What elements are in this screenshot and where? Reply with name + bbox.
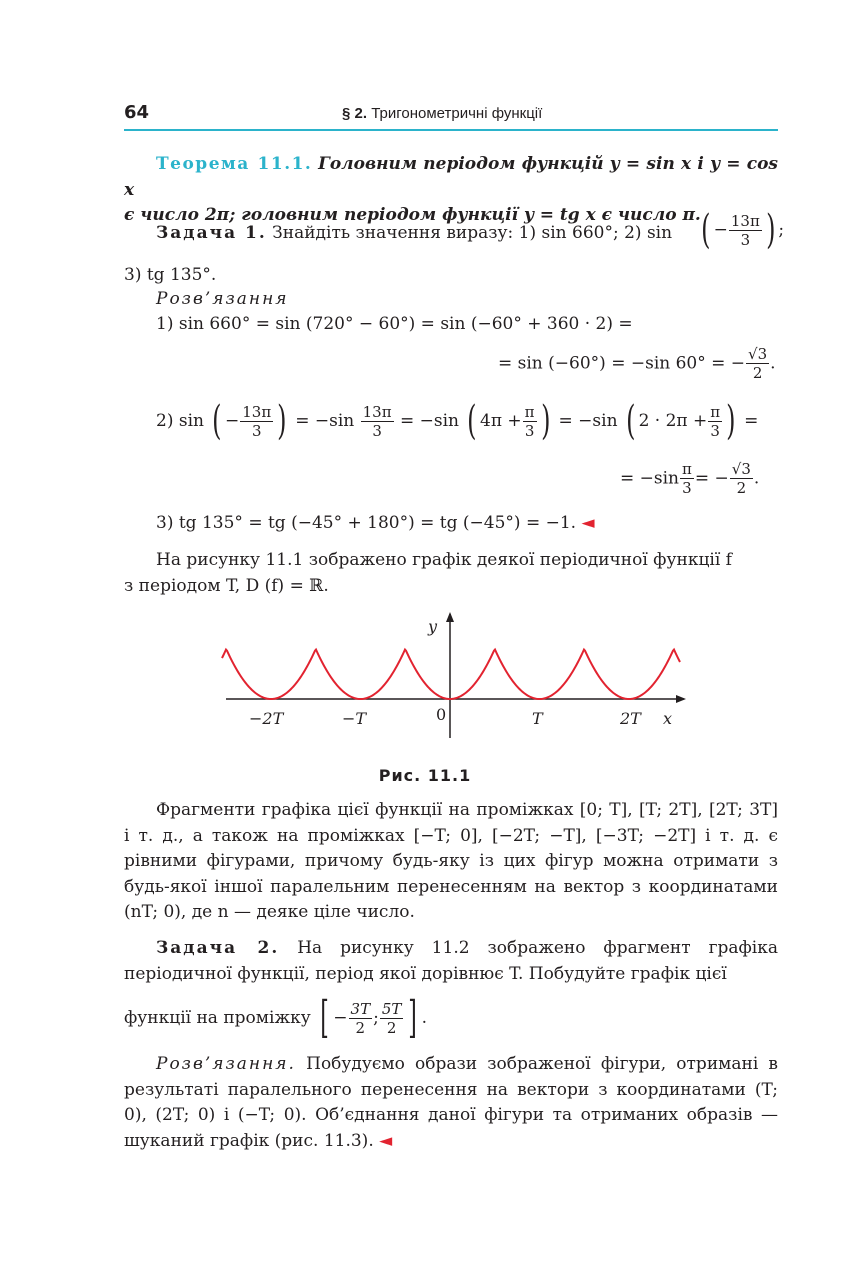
frac-numerator: 13π — [362, 402, 392, 421]
step3-text: 3) tg 135° = tg (−45° + 180°) = tg (−45°) = −1. — [156, 513, 577, 533]
running-header — [342, 105, 542, 122]
frac-denominator: 2 — [386, 1018, 397, 1037]
frac-numerator: 5T — [381, 999, 402, 1018]
frac-denominator: 3 — [524, 421, 535, 440]
task2-label: Задача 2. — [156, 938, 280, 958]
step2-pre: 2) sin — [156, 411, 204, 431]
periodic-function-curve — [222, 650, 680, 699]
interval-minus: − — [333, 1008, 348, 1028]
task2-tail: . — [421, 1008, 427, 1028]
solution1-step1-line1: 1) sin 660° = sin (720° − 60°) = sin (−60° + 360 · 2) = — [156, 314, 633, 334]
tick-label-T: T — [532, 709, 543, 728]
frac-denominator: 3 — [710, 421, 720, 440]
frac-numerator: 3T — [350, 999, 371, 1018]
frac-denominator: 3 — [682, 479, 692, 497]
task2-line3: функції на проміжку — [124, 1008, 311, 1028]
step2-l2-mid: = − — [694, 468, 729, 489]
frac-denominator: 2 — [752, 364, 763, 382]
frac-denominator: 3 — [740, 230, 751, 249]
theorem-line1: Головним періодом функцій y = sin x і y = cos x — [124, 154, 778, 200]
solution2-label: Розв’язання. — [156, 1054, 296, 1074]
frac-numerator: 13π — [242, 402, 272, 421]
paren-left: ( — [701, 207, 711, 253]
frac-denominator: 3 — [251, 421, 262, 440]
step2-end: = — [744, 411, 759, 431]
page-number: 64 — [124, 102, 150, 123]
theorem-line2: є число 2π; головним періодом функції y = tg x є число π. — [124, 205, 701, 225]
interval-separator: ; — [373, 1008, 379, 1028]
task1-line2: 3) tg 135°. — [124, 265, 217, 285]
step1-fraction — [746, 345, 769, 382]
step2-inner2: 2 · 2π + — [638, 411, 708, 431]
task2-text: На рисунку 11.2 зображено фрагмент графіка періодичної функції, період якої дорівнює T. Побудуйте графік цієї — [124, 938, 778, 984]
header-rule — [124, 129, 778, 131]
graph-intro — [124, 548, 778, 599]
graph-intro-line1: На рисунку 11.1 зображено графік деякої періодичної функції f — [156, 550, 732, 570]
tick-label-minus-T: −T — [342, 709, 367, 728]
task1-tail: ; — [778, 220, 785, 240]
task2-interval-line: функції на проміжку [ − $\frac{3T}{2}$ ; $\frac{5T}{2}$ ] . — [124, 992, 427, 1043]
fragments-paragraph: Фрагменти графіка цієї функції на проміжках [0; T], [T; 2T], [2T; 3T] і т. д., а також на проміжках [−T; 0], [−2T; −T], [−3T; −2T] і т. д. є рівними фігурами, причому будь-яку із цих фігур можна отримати з будь-якої іншої паралельним перенесенням на вектор з координатами (nT; 0), де n — деяке ціле число. — [124, 800, 778, 922]
tick-label-2T: 2T — [620, 709, 641, 728]
frac-numerator: π — [524, 402, 535, 421]
task2-block — [124, 936, 778, 987]
solution1-step2-line2: = −sin $\frac{\pi}{3}$ = − $\frac{√3}{2}$ . — [620, 460, 760, 497]
frac-numerator: √3 — [731, 460, 751, 478]
solution2-text: Побудуємо образи зображеної фігури, отримані в результаті паралельного перенесення на вектори з координатами (T; 0), (2T; 0) і (−T; 0). Об’єднання даної фігури та отриманих образів — шуканий графік (рис. 11.3). — [124, 1054, 778, 1151]
graph-intro-line2: з періодом T, D (f) = ℝ. — [124, 575, 329, 596]
solution1-step1-line2: = sin (−60°) = −sin 60° = − $\frac{√3}{2}$ . — [498, 345, 776, 382]
solution1-step2-line1: 2) sin ( − $\frac{13\pi}{3}$ ) = −sin $\frac{13\pi}{3}$ = −sin ( 4π + $\frac{\pi}{3}$ ) = −sin ( 2 · 2π + $\frac{\pi}{3}$ ) = — [156, 398, 759, 444]
section-title: Тригонометричні функції — [371, 105, 543, 122]
step2-mid1: = −sin — [295, 411, 355, 431]
solution2-block — [124, 1052, 778, 1154]
frac-numerator: π — [682, 460, 692, 478]
task1-fraction — [729, 212, 762, 249]
solution1-label: Розв’язання — [156, 289, 289, 309]
frac-numerator: √3 — [748, 345, 768, 363]
end-of-solution-mark: ◄ — [379, 1130, 393, 1151]
frac-numerator: π — [710, 402, 721, 421]
origin-label: 0 — [436, 705, 447, 724]
frac-denominator: 2 — [355, 1018, 366, 1037]
frac-numerator: 13π — [730, 211, 760, 230]
y-axis-label: y — [428, 617, 438, 636]
theorem-label: Теорема 11.1. — [156, 154, 313, 174]
end-of-solution-mark: ◄ — [581, 513, 595, 533]
paren-right: ) — [765, 207, 776, 253]
step2-inner1: 4π + — [480, 411, 522, 431]
task1-text: Знайдіть значення виразу: 1) sin 660°; 2) sin — [272, 223, 673, 243]
section-number: § 2. — [342, 105, 368, 122]
figure-caption: Рис. 11.1 — [378, 766, 472, 785]
task1-line1 — [156, 222, 672, 244]
theorem-block — [124, 152, 778, 229]
solution1-step3 — [156, 512, 595, 534]
tick-label-minus-2T: −2T — [249, 709, 284, 728]
x-axis-label: x — [663, 709, 673, 728]
step2-mid2: = −sin — [399, 411, 459, 431]
step1-expr: = sin (−60°) = −sin 60° = − — [498, 353, 746, 374]
step2-mid3: = −sin — [558, 411, 618, 431]
frac-denominator: 2 — [736, 479, 747, 497]
step2-l2-pre: = −sin — [620, 468, 680, 489]
frac-denominator: 3 — [372, 421, 382, 440]
task1-label: Задача 1. — [156, 223, 267, 243]
figure-11-1 — [0, 600, 850, 750]
task1-frac-group: ( − $\frac{13\pi}{3}$ ) ; — [701, 207, 785, 253]
